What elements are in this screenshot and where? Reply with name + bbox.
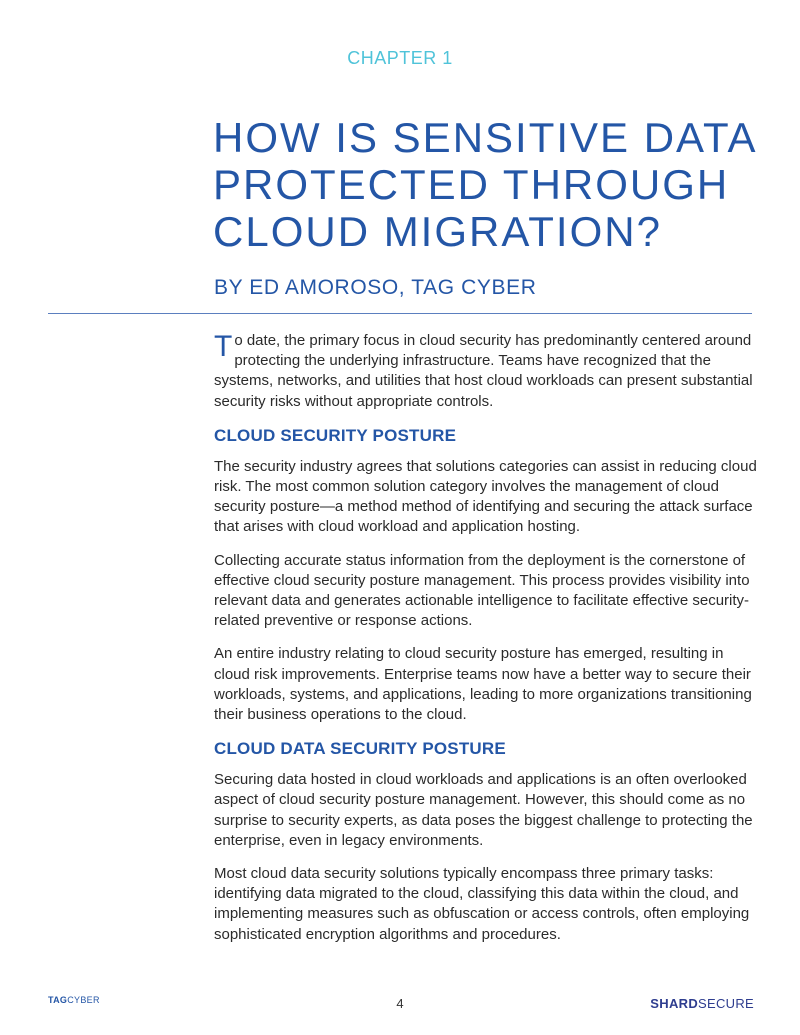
body-paragraph: An entire industry relating to cloud security posture has emerged, resulting in cloud risk improvements. Enterprise teams now have a better way to secure their workloads, systems, and applications, leading to more organizations transitioning their business operations to the cloud. bbox=[214, 645, 752, 724]
tag-cyber-logo-light: CYBER bbox=[67, 995, 100, 1005]
body-paragraph: The security industry agrees that solutions categories can assist in reducing cloud risk. The most common solution category involves the management of cloud security posture—a method method of identifying and securing the attack surface that arises with cloud workload and application hosting. bbox=[214, 457, 757, 536]
shardsecure-logo bbox=[650, 996, 754, 1011]
header-divider bbox=[48, 313, 752, 314]
body-paragraph: Collecting accurate status information from the deployment is the cornerstone of effective cloud security posture management. This process provides visibility into relevant data and generates actionable intelligence to facilitate effective security-related preventive or response actions. bbox=[214, 551, 750, 630]
article-body bbox=[214, 331, 759, 958]
intro-paragraph bbox=[214, 331, 759, 412]
shardsecure-logo-light: SECURE bbox=[698, 996, 754, 1011]
intro-text: o date, the primary focus in cloud security has predominantly centered around protecting the underlying infrastructure. Teams have recognized that the systems, networks, and utilities that host cloud workloads can present substantial security risks without appropriate controls. bbox=[214, 332, 753, 410]
section-heading-cloud-security-posture: CLOUD SECURITY POSTURE bbox=[214, 425, 457, 445]
page-number: 4 bbox=[396, 996, 404, 1011]
section-heading-cloud-data-security-posture: CLOUD DATA SECURITY POSTURE bbox=[214, 739, 506, 759]
drop-cap: T bbox=[214, 330, 233, 363]
body-paragraph: Most cloud data security solutions typically encompass three primary tasks: identifying data migrated to the cloud, classifying this data within the cloud, and implementing measures such as obfuscation or access controls, often employing sophisticated encryption algorithms and procedures. bbox=[214, 865, 750, 943]
body-paragraph: Securing data hosted in cloud workloads and applications is an often overlooked aspect of cloud security posture management. However, this should come as no surprise to security experts, as data poses the biggest challenge to protecting the enterprise, even in legacy environments. bbox=[214, 771, 753, 849]
tag-cyber-logo-bold: TAG bbox=[48, 995, 68, 1005]
shardsecure-logo-bold: SHARD bbox=[650, 996, 699, 1011]
chapter-label: CHAPTER 1 bbox=[347, 48, 453, 68]
page-title: HOW IS SENSITIVE DATA PROTECTED THROUGH CLOUD MIGRATION? bbox=[213, 114, 756, 255]
author-byline: BY ED AMOROSO, TAG CYBER bbox=[214, 276, 537, 299]
